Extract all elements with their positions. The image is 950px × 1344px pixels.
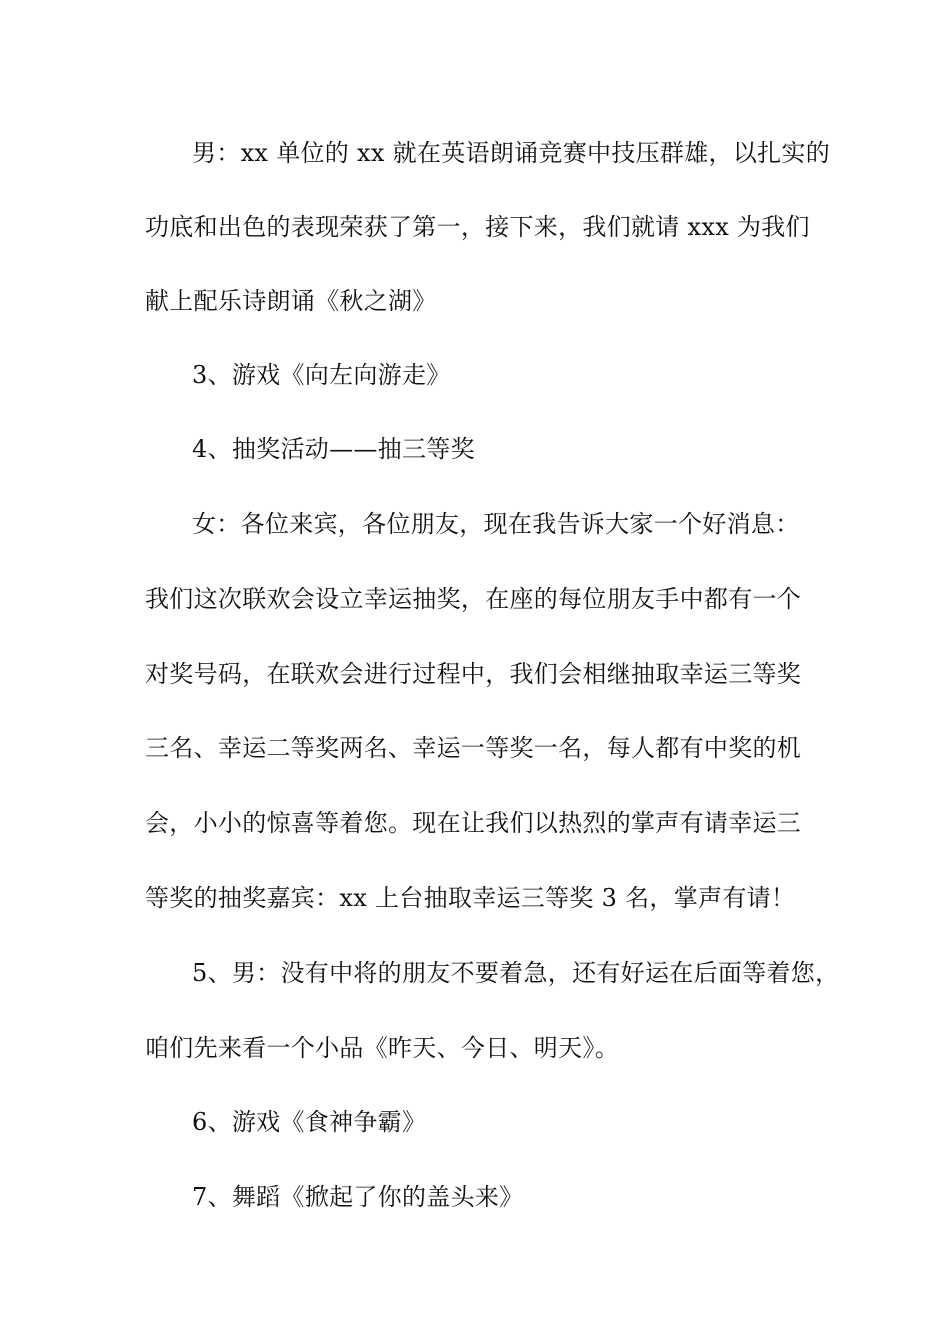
list-item: 6、游戏《食神争霸》 bbox=[192, 1108, 427, 1136]
list-item: 7、舞蹈《掀起了你的盖头来》 bbox=[192, 1183, 524, 1211]
paragraph-line: 三名、幸运二等奖两名、幸运一等奖一名，每人都有中奖的机 bbox=[145, 734, 802, 762]
list-item: 3、游戏《向左向游走》 bbox=[192, 361, 451, 389]
paragraph-line: 对奖号码，在联欢会进行过程中，我们会相继抽取幸运三等奖 bbox=[145, 660, 802, 688]
paragraph-line: 功底和出色的表现荣获了第一，接下来，我们就请 xxx 为我们 bbox=[145, 213, 810, 241]
paragraph-line: 咱们先来看一个小品《昨天、今日、明天》。 bbox=[145, 1034, 619, 1062]
paragraph-line: 等奖的抽奖嘉宾：xx 上台抽取幸运三等奖 3 名，掌声有请！ bbox=[145, 884, 796, 912]
paragraph-line: 我们这次联欢会设立幸运抽奖，在座的每位朋友手中都有一个 bbox=[145, 585, 802, 613]
paragraph-line: 女：各位来宾，各位朋友，现在我告诉大家一个好消息： bbox=[192, 510, 800, 538]
paragraph-line: 会，小小的惊喜等着您。现在让我们以热烈的掌声有请幸运三 bbox=[145, 809, 802, 837]
paragraph-line: 男：xx 单位的 xx 就在英语朗诵竞赛中技压群雄，以扎实的 bbox=[192, 139, 831, 167]
list-item: 4、抽奖活动——抽三等奖 bbox=[192, 435, 475, 463]
list-item: 5、男：没有中将的朋友不要着急，还有好运在后面等着您， bbox=[192, 959, 840, 987]
paragraph-line: 献上配乐诗朗诵《秋之湖》 bbox=[145, 287, 437, 315]
